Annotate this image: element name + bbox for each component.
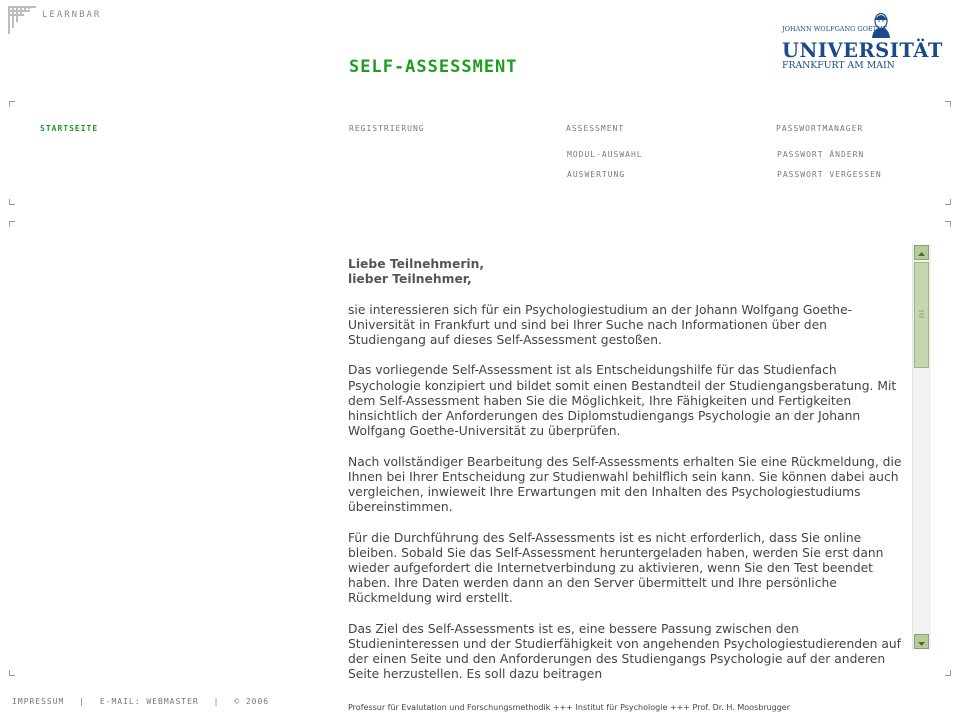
nav-auswertung[interactable]: AUSWERTUNG [567,170,626,179]
intro-paragraph: Für die Durchführung des Self-Assessments ist es nicht erforderlich, dass Sie online bleiben. Sobald Sie das Self-Assessment heruntergeladen haben, werden Sie erst dann wieder aufgefordert die Internetverbindung zu aktivieren, wenn Sie den Test beendet haben. Ihre Daten werden dann an den Server übermittelt und Ihre persönliche Rückmeldung wird erstellt. [348,530,884,606]
copyright-text: © 2006 [234,697,270,706]
nav-modul-auswahl[interactable]: MODUL-AUSWAHL [567,150,643,159]
impressum-link[interactable]: IMPRESSUM [12,697,65,706]
intro-text-panel [348,257,904,682]
grip-icon [915,263,928,367]
university-city: FRANKFURT AM MAIN [782,60,895,71]
corner-marker [945,670,951,676]
content-scrollbar[interactable] [912,244,931,650]
nav-passwort-aendern[interactable]: PASSWORT ÄNDERN [777,150,865,159]
corner-marker [9,101,15,107]
corner-marker [945,221,951,227]
footer-links [12,697,269,706]
corner-marker [9,670,15,676]
brand-name: LEARNBAR [42,10,102,20]
learnbar-logo-icon [8,6,36,34]
nav-passwort-vergessen[interactable]: PASSWORT VERGESSEN [777,170,882,179]
greeting-line-1: Liebe Teilnehmerin, [348,257,485,271]
university-name-line2: UNIVERSITÄT [782,39,943,62]
footer-institution-note: Professur für Evalutation und Forschungsmethodik +++ Institut für Psychologie +++ Prof. Dr. H. Moosbrugger [348,703,790,712]
scroll-up-button[interactable] [914,245,929,260]
footer-separator: | [213,697,220,706]
nav-passwortmanager[interactable]: PASSWORTMANAGER [776,124,864,133]
email-webmaster-link[interactable]: E-MAIL: WEBMASTER [99,697,199,706]
footer-separator: | [79,697,86,706]
corner-marker [9,199,15,205]
intro-paragraph: sie interessieren sich für ein Psychologiestudium an der Johann Wolfgang Goethe-Universität in Frankfurt und sind bei Ihrer Suche nach Informationen über den Studiengang auf dieses Self-Assessment gestoßen. [348,302,853,347]
intro-paragraph: Nach vollständiger Bearbeitung des Self-Assessments erhalten Sie eine Rückmeldung, die Ihnen bei Ihrer Entscheidung zur Studienwahl behilflich sein kann. Sie können dabei auch vergleichen, inwieweit Ihre Erwartungen mit den Inhalten des Psychologiestudiums übereinstimmen. [348,454,902,515]
intro-paragraph: Das Ziel des Self-Assessments ist es, eine bessere Passung zwischen den Studieninteressen und der Studierfähigkeit von angehenden Psychologiestudierenden auf der einen Seite und den Anforderungen des Studiengangs Psychologie auf der anderen Seite herzustellen. Es soll dazu beitragen [348,621,902,682]
intro-paragraph: Das vorliegende Self-Assessment ist als Entscheidungshilfe für das Studienfach Psychologie konzipiert und bildet somit einen Bestandteil der Studiengangsberatung. Mit dem Self-Assessment haben Sie die Möglichkeit, Ihre Fähigkeiten und Fertigkeiten hinsichtlich der Anforderungen des Diplomstudiengangs Psychologie an der Johann Wolfgang Goethe-Universität zu überprüfen. [348,363,897,439]
corner-marker [945,199,951,205]
arrow-up-icon [915,248,928,261]
corner-marker [945,101,951,107]
nav-startseite[interactable]: STARTSEITE [40,124,99,133]
nav-registrierung[interactable]: REGISTRIERUNG [349,124,425,133]
university-name-line1: JOHANN WOLFGANG GOETHE [782,25,888,33]
nav-assessment[interactable]: ASSESSMENT [566,124,625,133]
university-logo[interactable] [782,12,943,74]
arrow-down-icon [915,637,928,650]
scroll-down-button[interactable] [914,634,929,649]
corner-marker [9,221,15,227]
scroll-thumb[interactable] [914,262,929,368]
greeting-line-2: lieber Teilnehmer, [348,272,472,287]
page-title: SELF-ASSESSMENT [349,57,518,77]
